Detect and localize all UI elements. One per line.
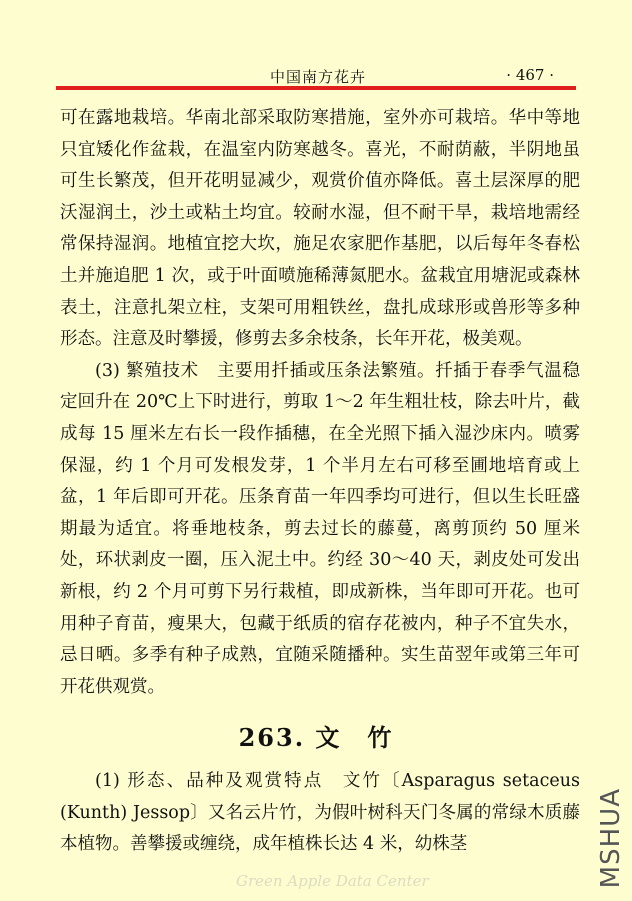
header-rule (56, 86, 576, 90)
running-header (56, 64, 576, 86)
body-text (60, 103, 580, 703)
book-title: 中国南方花卉 (270, 68, 367, 86)
section-name: 文 竹 (315, 723, 394, 752)
body-text-2 (60, 766, 580, 861)
section-number: 263. (238, 723, 306, 752)
watermark-bottom: Green Apple Data Center (236, 872, 429, 890)
paragraph-morphology: (1) 形态、品种及观赏特点 文竹〔Asparagus setaceus (Kunth) Jessop〕又名云片竹，为假叶树科天门冬属的常绿木质藤本植物。善攀援或缠绕，成年植株长达 4 米，幼株茎 (60, 771, 580, 855)
paragraph-propagation: (3) 繁殖技术 主要用扦插或压条法繁殖。扦插于春季气温稳定回升在 20℃上下时进行，剪取 1～2 年生粗壮枝，除去叶片，截成每 15 厘米左右长一段作插穗，在全光照下插入湿沙床内。喷雾保湿，约 1 个月可发根发芽，1 个半月左右可移至圃地培育或上盆，1 年后即可开花。压条育苗一年四季均可进行，但以生长旺盛期最为适宜。将垂地枝条，剪去过长的藤蔓，离剪顶约 50 厘米处，环状剥皮一圈，压入泥土中。约经 30～40 天，剥皮处可发出新根，约 2 个月可剪下另行栽植，即成新株，当年即可开花。也可用种子育苗，瘦果大，包藏于纸质的宿存花被内，种子不宜失水，忌日晒。多季有种子成熟，宜随采随播种。实生苗翌年或第三年可开花供观赏。 (60, 360, 580, 697)
page-number: · 467 · (506, 66, 554, 84)
section-heading (0, 718, 632, 753)
watermark-side: MSHUA (596, 788, 626, 889)
paragraph-cultivation: 可在露地栽培。华南北部采取防寒措施，室外亦可栽培。华中等地只宜矮化作盆栽，在温室内防寒越冬。喜光，不耐荫蔽，半阴地虽可生长繁茂，但开花明显减少，观赏价值亦降低。喜土层深厚的肥沃湿润土，沙土或粘土均宜。较耐水湿，但不耐干旱，栽培地需经常保持湿润。地植宜挖大坎，施足农家肥作基肥，以后每年冬春松土并施追肥 1 次，或于叶面喷施稀薄氮肥水。盆栽宜用塘泥或森林表土，注意扎架立柱，支架可用粗铁丝，盘扎成球形或兽形等多种形态。注意及时攀援，修剪去多余枝条，长年开花，极美观。 (60, 108, 580, 350)
